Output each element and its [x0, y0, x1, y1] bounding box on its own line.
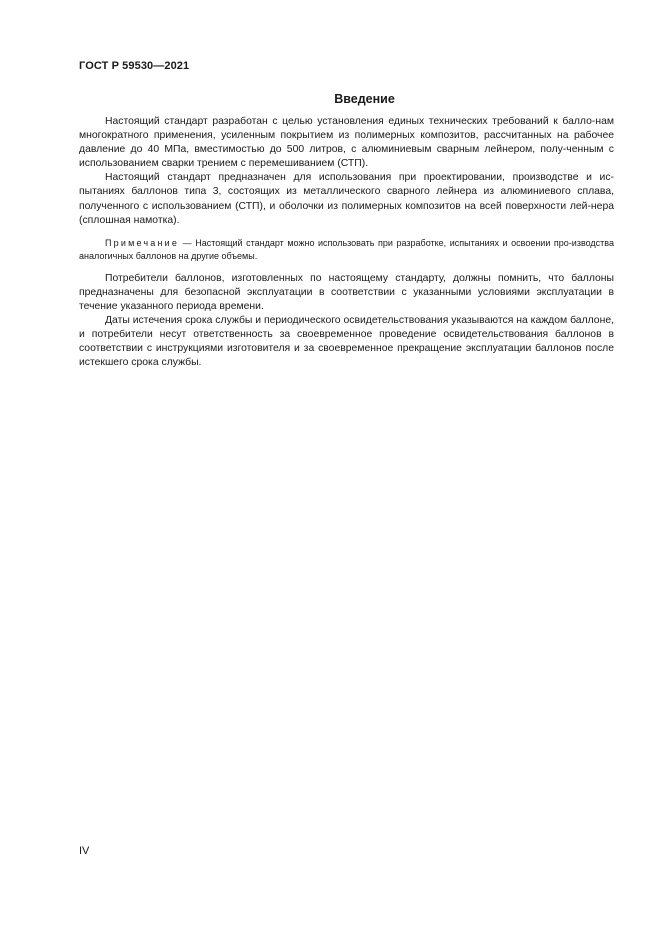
page-number: IV	[79, 845, 90, 857]
paragraph-purpose: Настоящий стандарт разработан с целью установления единых технических требований к балло-нам многократного применения, усиленным покрытием из полимерных композитов, рассчитанных на рабочее давление до 40 МПа, вместимостью до 500 литров, с алюминиевым сварным лейнером, полу-ченным с использованием сварки трением с перемешиванием (СТП).	[79, 116, 614, 170]
paragraph-expiry: Даты истечения срока службы и периодического освидетельствования указываются на каждом баллоне, и потребители несут ответственность за своевременное проведение освидетельствования баллонов в соответствии с инструкциями изготовителя и за своевременное прекращение эксплуатации баллонов после истекшего срока службы.	[79, 315, 614, 369]
note-text: — Настоящий стандарт можно использовать при разработке, испытаниях и освоении про-изводства аналогичных баллонов на другие объемы.	[79, 237, 614, 261]
note-label: Примечание	[105, 237, 180, 248]
section-title: Введение	[334, 92, 395, 106]
document-code-header: ГОСТ Р 59530—2021	[79, 60, 190, 72]
note-block	[79, 237, 614, 263]
document-body	[79, 115, 614, 370]
paragraph-scope: Настоящий стандарт предназначен для использования при проектировании, производстве и ис-пытаниях баллонов типа 3, состоящих из металлического сварного лейнера из алюминиевого сплава, полученного с использованием (СТП), и оболочки из полимерных композитов на всей поверхности лей-нера (сплошная намотка).	[79, 172, 614, 226]
paragraph-consumers: Потребители баллонов, изготовленных по настоящему стандарту, должны помнить, что баллоны предназначены для безопасной эксплуатации в соответствии с указанными условиями эксплуатации в течение указанного периода времени.	[79, 272, 614, 312]
